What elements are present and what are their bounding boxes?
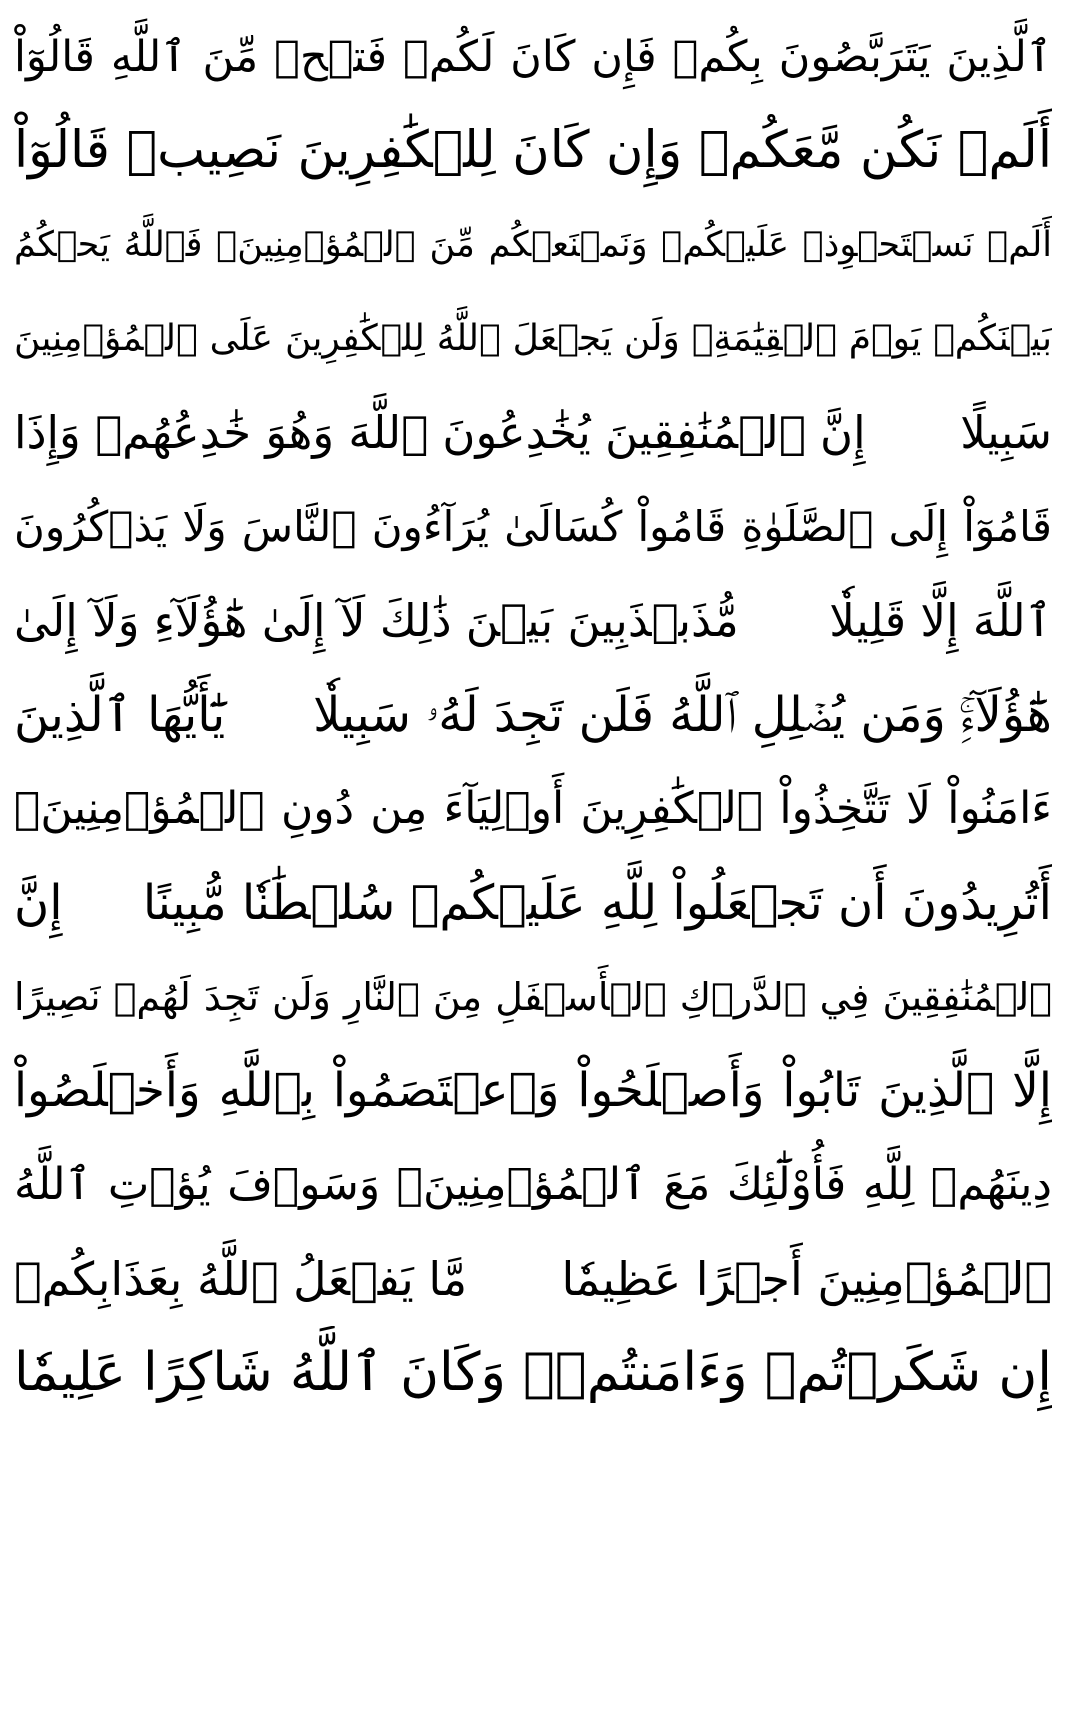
line-text: أَتُرِيدُونَ أَن تَجۡعَلُواْ لِلَّهِ عَلَيۡكُمۡ سُلۡطَٰنٗا مُّبِينًا [142, 875, 1052, 931]
line-text: ءَامَنُواْ لَا تَتَّخِذُواْ ٱلۡكَٰفِرِينَ أَوۡلِيَآءَ مِن دُونِ ٱلۡمُؤۡمِنِينَۚ [14, 783, 1052, 834]
verse-line-14 [14, 1232, 1052, 1326]
line-text: قَامُوٓاْ إِلَى ٱلصَّلَوٰةِ قَامُواْ كُسَالَىٰ يُرَآءُونَ ٱلنَّاسَ وَلَا يَذۡكُرُونَ [14, 502, 1052, 551]
verse-line-13 [14, 1138, 1052, 1232]
verse-line-4 [14, 292, 1052, 386]
line-text: ٱللَّهَ إِلَّا قَلِيلٗا [829, 594, 1052, 647]
verse-line-5 [14, 386, 1052, 480]
line-text: دِينَهُمۡ لِلَّهِ فَأُوْلَٰٓئِكَ مَعَ ٱلۡمُؤۡمِنِينَۖ وَسَوۡفَ يُؤۡتِ ٱللَّهُ [14, 1159, 1052, 1210]
verse-line-6 [14, 480, 1052, 574]
line-text: هَٰٓؤُلَآءِۚ وَمَن يُضۡلِلِ ٱللَّهُ فَلَن تَجِدَ لَهُۥ سَبِيلٗا [313, 687, 1052, 743]
line-text: إِلَّا ٱلَّذِينَ تَابُواْ وَأَصۡلَحُواْ وَٱعۡتَصَمُواْ بِٱللَّهِ وَأَخۡلَصُواْ [14, 1063, 1052, 1118]
line-text: أَلَمۡ نَسۡتَحۡوِذۡ عَلَيۡكُمۡ وَنَمۡنَعۡكُم مِّنَ ٱلۡمُؤۡمِنِينَۚ فَٱللَّهُ يَحۡكُمُ [14, 225, 1052, 265]
line-text: بَيۡنَكُمۡ يَوۡمَ ٱلۡقِيَٰمَةِۗ وَلَن يَجۡعَلَ ٱللَّهُ لِلۡكَٰفِرِينَ عَلَى ٱلۡمُؤۡمِنِينَ [14, 318, 1052, 359]
line-text: يَٰٓأَيُّهَا ٱلَّذِينَ [14, 687, 226, 743]
line-text: سَبِيلًا [960, 406, 1052, 459]
line-text: ٱلۡمُنَٰفِقِينَ فِي ٱلدَّرۡكِ ٱلۡأَسۡفَلِ مِنَ ٱلنَّارِ وَلَن تَجِدَ لَهُمۡ نَصِيرًا [14, 975, 1052, 1019]
line-text: إِنَّ [14, 875, 63, 931]
line-text: ٱلۡمُؤۡمِنِينَ أَجۡرًا عَظِيمٗا [561, 1252, 1052, 1306]
line-text: إِنَّ ٱلۡمُنَٰفِقِينَ يُخَٰدِعُونَ ٱللَّهَ وَهُوَ خَٰدِعُهُمۡ وَإِذَا [14, 406, 866, 459]
verse-line-7 [14, 574, 1052, 668]
line-text: مَّا يَفۡعَلُ ٱللَّهُ بِعَذَابِكُمۡ [14, 1252, 468, 1306]
verse-line-1 [14, 10, 1052, 104]
line-text: ٱلَّذِينَ يَتَرَبَّصُونَ بِكُمۡ فَإِن كَانَ لَكُمۡ فَتۡحٞ مِّنَ ٱللَّهِ قَالُوٓاْ [14, 32, 1052, 82]
verse-line-9 [14, 762, 1052, 856]
line-text: إِن شَكَرۡتُمۡ وَءَامَنتُمۡۚ وَكَانَ ٱللَّهُ شَاكِرًا عَلِيمٗا [14, 1342, 1052, 1403]
verse-lines [14, 10, 1052, 1705]
verse-line-11 [14, 950, 1052, 1044]
verse-line-2 [14, 104, 1052, 198]
line-text: أَلَمۡ نَكُن مَّعَكُمۡ وَإِن كَانَ لِلۡكَٰفِرِينَ نَصِيبٞ قَالُوٓاْ [14, 121, 1052, 180]
verse-line-3 [14, 198, 1052, 292]
verse-line-15 [14, 1326, 1052, 1420]
verse-line-12 [14, 1044, 1052, 1138]
verse-line-8 [14, 668, 1052, 762]
verse-line-10 [14, 856, 1052, 950]
line-text: مُّذَبۡذَبِينَ بَيۡنَ ذَٰلِكَ لَآ إِلَىٰ هَٰٓؤُلَآءِ وَلَآ إِلَىٰ [14, 594, 739, 647]
